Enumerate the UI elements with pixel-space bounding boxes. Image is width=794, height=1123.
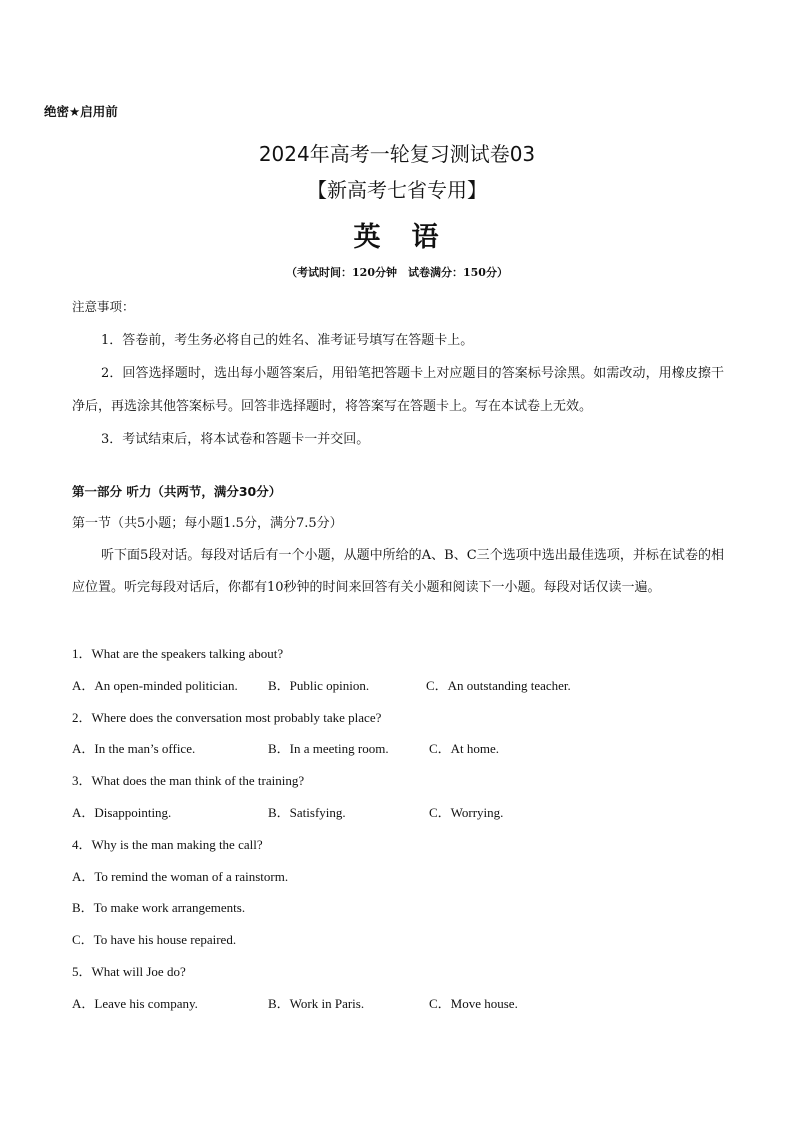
question-3-option-c: C．Worrying.: [429, 805, 504, 820]
section1-heading: 第一节（共5小题；每小题1.5分，满分7.5分）: [72, 516, 343, 531]
notice-heading: 注意事项：: [72, 299, 135, 314]
question-1-stem: 1．What are the speakers talking about?: [72, 646, 284, 661]
question-1-option-c: C．An outstanding teacher.: [426, 678, 571, 693]
question-1-option-a: A．An open-minded politician.: [72, 678, 238, 693]
question-3-option-b: B．Satisfying.: [268, 805, 346, 820]
exam-subtitle: 【新高考七省专用】: [307, 178, 487, 202]
notice-item-2: 2．回答选择题时，选出每小题答案后，用铅笔把答题卡上对应题目的答案标号涂黑。如需改动，用橡皮擦干净后，再选涂其他答案标号。回答非选择题时，将答案写在答题卡上。写在本试卷上无效。: [72, 366, 724, 414]
subject-title: 英 语: [353, 222, 441, 253]
part1-heading: 第一部分 听力（共两节，满分30分）: [72, 484, 282, 499]
question-2-option-b: B．In a meeting room.: [268, 741, 389, 756]
question-5-stem: 5．What will Joe do?: [72, 964, 186, 979]
question-5-option-b: B．Work in Paris.: [268, 996, 365, 1011]
exam-info: （考试时间：120分钟 试卷满分：150分）: [286, 266, 508, 279]
question-2-option-c: C．At home.: [429, 741, 500, 756]
question-4-option-a: A．To remind the woman of a rainstorm.: [72, 869, 289, 884]
notice-item-1: 1．答卷前，考生务必将自己的姓名、准考证号填写在答题卡上。: [101, 333, 474, 348]
question-1-option-b: B．Public opinion.: [268, 678, 370, 693]
question-5-option-c: C．Move house.: [429, 996, 518, 1011]
notice-item-3: 3．考试结束后，将本试卷和答题卡一并交回。: [101, 432, 370, 447]
question-4-option-c: C．To have his house repaired.: [72, 932, 237, 947]
question-4-stem: 4．Why is the man making the call?: [72, 837, 263, 852]
question-3-stem: 3．What does the man think of the training?: [72, 773, 305, 788]
question-5-option-a: A．Leave his company.: [72, 996, 198, 1011]
confidential-label: 绝密★启用前: [44, 104, 118, 119]
listening-instructions: 听下面5段对话。每段对话后有一个小题，从题中所给的A、B、C三个选项中选出最佳选项，并标在试卷的相应位置。听完每段对话后，你都有10秒钟的时间来回答有关小题和阅读下一小题。每段对话仅读一遍。: [72, 548, 724, 595]
exam-title: 2024年高考一轮复习测试卷03: [258, 142, 536, 166]
question-2-option-a: A．In the man’s office.: [72, 741, 196, 756]
question-3-option-a: A．Disappointing.: [72, 805, 172, 820]
question-4-option-b: B．To make work arrangements.: [72, 900, 246, 915]
question-2-stem: 2．Where does the conversation most probably take place?: [72, 710, 382, 725]
